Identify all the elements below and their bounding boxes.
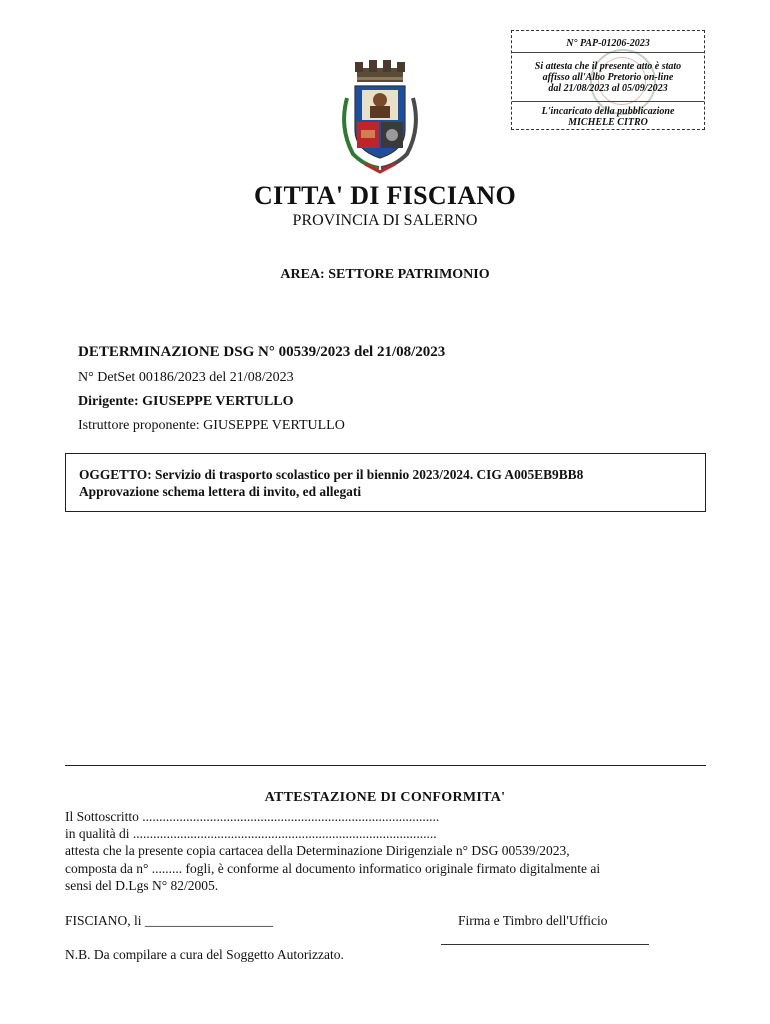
stamp-officer-name: MICHELE CITRO — [568, 117, 648, 128]
stamp-divider — [512, 52, 704, 53]
stamp-number: N° PAP-01206-2023 — [566, 38, 650, 49]
attestazione-line-2: in qualità di .......................................................................................... — [65, 826, 437, 842]
stamp-attestation — [516, 61, 700, 94]
signature-label: Firma e Timbro dell'Ufficio — [458, 913, 608, 928]
attestazione-line-1: Il Sottoscritto ........................................................................................ — [65, 809, 440, 824]
oggetto-line-2: Approvazione schema lettera di invito, ed allegati — [79, 484, 362, 499]
publication-stamp — [511, 30, 705, 130]
page-subtitle: PROVINCIA DI SALERNO — [292, 212, 478, 229]
page-title: CITTA' DI FISCIANO — [253, 181, 517, 210]
attestazione-line-4: composta da n° ......... fogli, è conforme al documento informatico originale firmato digitalmente ai — [65, 860, 601, 876]
area-label: AREA: SETTORE PATRIMONIO — [280, 267, 490, 282]
detset-number: N° DetSet 00186/2023 del 21/08/2023 — [78, 370, 294, 385]
attestazione-body — [65, 808, 715, 894]
attestazione-line-3: attesta che la presente copia cartacea della Determinazione Dirigenziale n° DSG 00539/2023, — [65, 843, 570, 859]
signature-line — [441, 944, 649, 945]
oggetto-box — [65, 453, 706, 512]
stamp-officer-label: L'incaricato della pubblicazione — [541, 106, 675, 117]
stamp-line-1: Si attesta che il presente atto è stato — [534, 61, 682, 72]
stamp-officer — [516, 106, 700, 128]
oggetto-line-1: OGGETTO: Servizio di trasporto scolastico per il biennio 2023/2024. CIG A005EB9BB8 — [79, 467, 584, 482]
footer-note: N.B. Da compilare a cura del Soggetto Autorizzato. — [65, 947, 344, 962]
stamp-line-3: dal 21/08/2023 al 05/09/2023 — [548, 83, 668, 94]
stamp-divider — [512, 101, 704, 102]
determination-heading: DETERMINAZIONE DSG N° 00539/2023 del 21/08/2023 — [78, 344, 446, 360]
section-divider — [65, 765, 706, 766]
place-date-field: FISCIANO, li ___________________ — [65, 913, 274, 928]
attestazione-line-5: sensi del D.Lgs N° 82/2005. — [65, 877, 219, 893]
coat-of-arms-icon — [335, 58, 425, 178]
istruttore-label: Istruttore proponente: GIUSEPPE VERTULLO — [78, 418, 345, 433]
stamp-line-2: affisso all'Albo Pretorio on-line — [542, 72, 674, 83]
attestazione-title: ATTESTAZIONE DI CONFORMITA' — [264, 790, 506, 805]
dirigente-label: Dirigente: GIUSEPPE VERTULLO — [78, 394, 294, 409]
